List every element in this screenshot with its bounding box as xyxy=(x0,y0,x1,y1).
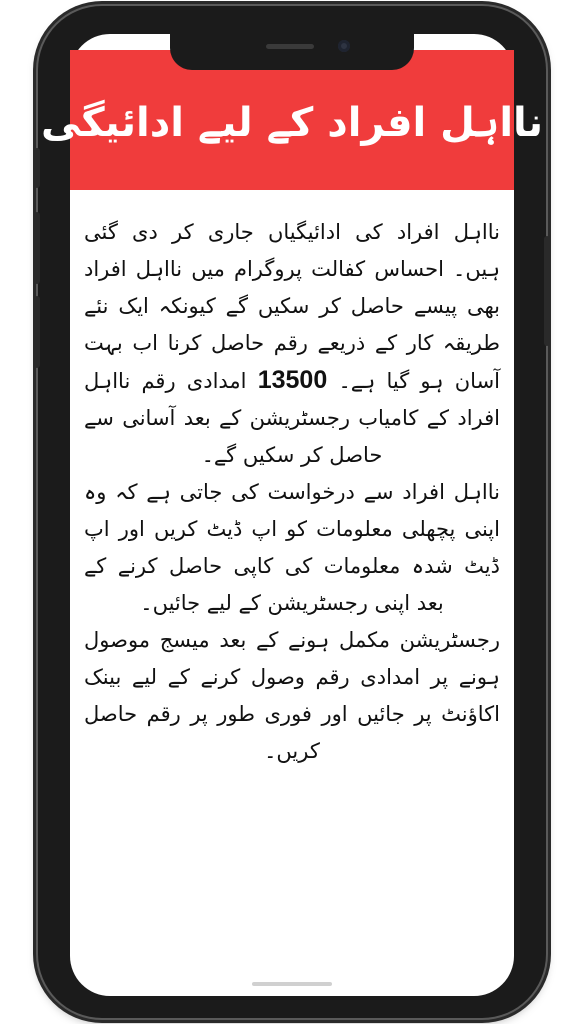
paragraph-1-intro: نااہل افراد کی ادائیگیاں جاری کر دی گئی ہیں۔ احساس کفالت پروگرام میں نااہل افراد بھی پیسے حاصل کر سکیں گے کیونکہ ایک نئے طریقہ کار کے ذریعے رقم حاصل کرنا اب بہت آسان ہو گیا ہے۔ xyxy=(84,220,501,393)
volume-up-button xyxy=(34,212,40,284)
phone-notch xyxy=(170,34,414,70)
paragraph-2: نااہل افراد سے درخواست کی جاتی ہے کہ وہ اپنی پچھلی معلومات کو اپ ڈیٹ کریں اور اپ ڈیٹ شدہ معلومات کی کاپی حاصل کرنے کے بعد اپنی رجسٹریشن کے لیے جائیں۔ xyxy=(84,480,500,615)
mute-switch xyxy=(34,148,40,188)
amount-value: 13500 xyxy=(257,366,328,394)
article-body xyxy=(84,214,500,770)
page-title: نااہل افراد کے لیے ادائیگی xyxy=(40,100,544,146)
speaker-grille xyxy=(266,44,314,49)
paragraph-1-rest: امدادی رقم نااہل افراد کے کامیاب رجسٹریشن کے بعد آسانی سے حاصل کر سکیں گے۔ xyxy=(84,369,500,467)
home-indicator xyxy=(252,982,332,986)
paragraph-1 xyxy=(84,214,500,474)
power-button xyxy=(544,236,550,346)
paragraph-3: رجسٹریشن مکمل ہونے کے بعد میسج موصول ہونے پر امدادی رقم وصول کرنے کے لیے بینک اکاؤنٹ پر جائیں اور فوری طور پر رقم حاصل کریں۔ xyxy=(84,628,500,763)
volume-down-button xyxy=(34,296,40,368)
title-banner xyxy=(40,50,544,190)
front-camera-icon xyxy=(338,40,350,52)
phone-screen xyxy=(40,34,544,996)
